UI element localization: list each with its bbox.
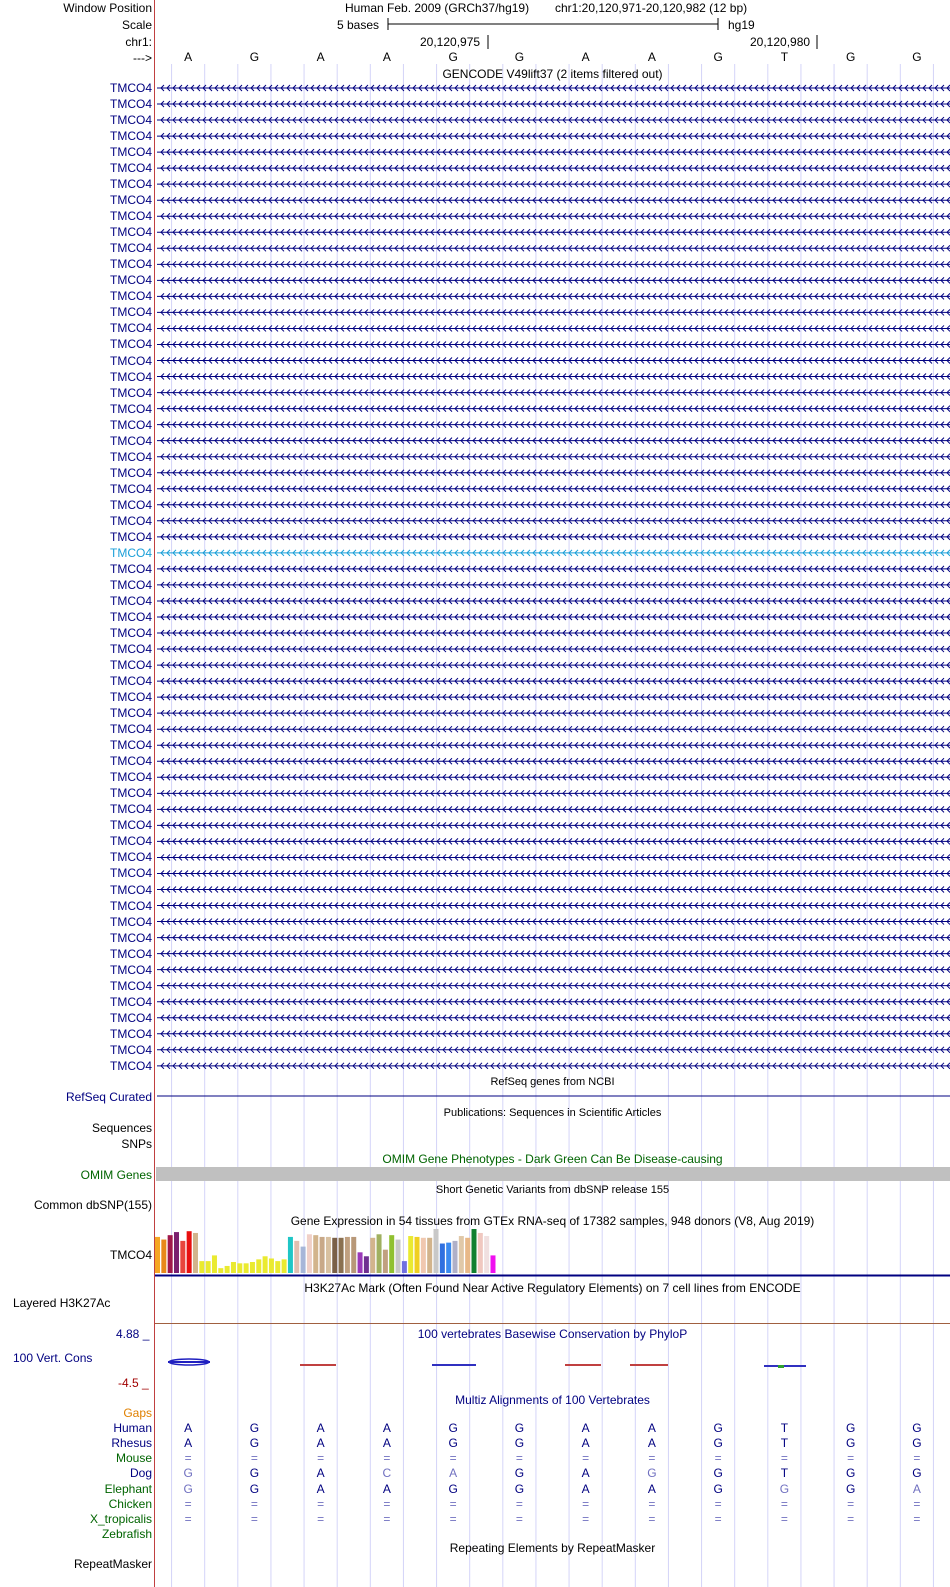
gene-label[interactable]: TMCO4 (110, 305, 152, 320)
gene-label[interactable]: TMCO4 (110, 834, 152, 849)
aligned-base: A (647, 1481, 656, 1496)
h3k27ac-track-title[interactable]: H3K27Ac Mark (Often Found Near Active Regulatory Elements) on 7 cell lines from ENCODE (304, 1281, 801, 1295)
gtex-bar (377, 1234, 382, 1273)
gtex-bar (174, 1232, 179, 1273)
gene-label[interactable]: TMCO4 (110, 449, 152, 464)
gtex-bar (402, 1261, 407, 1273)
gtex-bar (237, 1263, 242, 1273)
scale-label: Scale (121, 18, 152, 32)
aligned-base: A (912, 1481, 921, 1496)
aligned-base: G (448, 1436, 458, 1451)
gtex-bar (339, 1238, 344, 1273)
gene-label[interactable]: TMCO4 (110, 145, 152, 160)
refseq-label[interactable]: RefSeq Curated (65, 1090, 152, 1104)
aligned-base: G (514, 1436, 525, 1451)
sequence-base: G (448, 50, 458, 64)
aligned-base: A (581, 1481, 590, 1496)
aligned-base: = (449, 1511, 457, 1526)
aligned-base: G (845, 1436, 856, 1451)
gtex-bar (250, 1262, 255, 1273)
gene-label[interactable]: TMCO4 (110, 513, 152, 528)
gtex-bar (434, 1229, 439, 1273)
aligned-base: G (183, 1466, 193, 1481)
aligned-base: A (184, 1436, 193, 1451)
gene-label[interactable]: TMCO4 (110, 770, 152, 785)
phylop-max-label: 4.88 _ (116, 1327, 150, 1341)
window-position-label: Window Position (63, 1, 152, 15)
gtex-bar (472, 1229, 477, 1273)
phylop-track-title[interactable]: 100 vertebrates Basewise Conservation by PhyloP (417, 1327, 688, 1341)
gene-label[interactable]: TMCO4 (110, 433, 152, 448)
refseq-track-title[interactable]: RefSeq genes from NCBI (490, 1076, 615, 1088)
aligned-base: = (515, 1511, 523, 1526)
species-label[interactable]: Dog (129, 1466, 152, 1481)
aligned-base: G (845, 1421, 856, 1436)
publications-track-title[interactable]: Publications: Sequences in Scientific Articles (443, 1107, 662, 1119)
aligned-base: = (714, 1511, 722, 1526)
aligned-base: G (249, 1466, 260, 1481)
gtex-bar (364, 1256, 369, 1273)
gene-label[interactable]: TMCO4 (110, 642, 152, 657)
gtex-bar (269, 1258, 274, 1273)
gtex-bar (307, 1234, 312, 1273)
assembly-label: Human Feb. 2009 (GRCh37/hg19) (345, 1, 530, 15)
gene-label[interactable]: TMCO4 (110, 1058, 152, 1073)
gtex-bar (155, 1237, 160, 1273)
aligned-base: = (582, 1496, 590, 1511)
gene-label[interactable]: TMCO4 (110, 866, 152, 881)
gene-label[interactable]: TMCO4 (110, 529, 152, 544)
gtex-bar (389, 1235, 394, 1273)
aligned-base: A (581, 1421, 590, 1436)
aligned-base: = (184, 1496, 192, 1511)
gene-label[interactable]: TMCO4 (110, 225, 152, 240)
aligned-base: = (515, 1451, 523, 1466)
gtex-bar (358, 1252, 363, 1273)
aligned-base: = (714, 1496, 722, 1511)
aligned-base: A (184, 1421, 193, 1436)
aligned-base: G (713, 1466, 723, 1481)
gene-label[interactable]: TMCO4 (110, 241, 152, 256)
gtex-bar (459, 1236, 464, 1273)
aligned-base: = (317, 1511, 325, 1526)
aligned-base: A (647, 1436, 656, 1451)
gene-label[interactable]: TMCO4 (110, 978, 152, 993)
gene-label[interactable]: TMCO4 (110, 802, 152, 817)
aligned-base: T (780, 1436, 789, 1451)
aligned-base: = (913, 1496, 921, 1511)
gene-label[interactable]: TMCO4 (110, 658, 152, 673)
aligned-base: G (514, 1421, 525, 1436)
gene-label[interactable]: TMCO4 (110, 818, 152, 833)
aligned-base: = (449, 1496, 457, 1511)
h3k27ac-label[interactable]: Layered H3K27Ac (13, 1296, 111, 1310)
gene-label[interactable]: TMCO4 (110, 946, 152, 961)
gtex-bar (383, 1250, 388, 1273)
gene-label[interactable]: TMCO4 (110, 882, 152, 897)
aligned-base: = (449, 1451, 457, 1466)
aligned-base: A (316, 1421, 325, 1436)
aligned-base: A (581, 1436, 590, 1451)
aligned-base: G (514, 1481, 525, 1496)
species-label[interactable]: Chicken (108, 1496, 152, 1511)
gtex-bar (478, 1233, 483, 1273)
species-label[interactable]: Mouse (115, 1451, 152, 1466)
phylop-label[interactable]: 100 Vert. Cons (13, 1351, 93, 1365)
dbsnp-label[interactable]: Common dbSNP(155) (33, 1198, 152, 1212)
sequence-base: A (581, 50, 590, 64)
gtex-bar (484, 1236, 489, 1273)
chrom-label: chr1: (125, 35, 152, 49)
dbsnp-track-title[interactable]: Short Genetic Variants from dbSNP release 155 (435, 1184, 670, 1196)
gtex-bar (231, 1262, 236, 1273)
aligned-base: = (913, 1511, 921, 1526)
aligned-base: G (448, 1421, 458, 1436)
gtex-track-title[interactable]: Gene Expression in 54 tissues from GTEx RNA-seq of 17382 samples, 948 donors (V8, Aug 2019) (290, 1214, 815, 1228)
strand-label: ---> (133, 51, 152, 65)
scale-text: 5 bases (337, 18, 380, 32)
publications-snps-label[interactable]: SNPs (121, 1137, 152, 1151)
gtex-bar (193, 1233, 198, 1273)
gtex-bar (408, 1236, 413, 1273)
aligned-base: = (184, 1451, 192, 1466)
gtex-bar (212, 1255, 217, 1273)
aligned-base: G (249, 1421, 260, 1436)
gene-label[interactable]: TMCO4 (110, 465, 152, 480)
gene-label[interactable]: TMCO4 (110, 129, 152, 144)
aligned-base: = (250, 1511, 258, 1526)
gene-label[interactable]: TMCO4 (110, 289, 152, 304)
coord-left: 20,120,975 (420, 35, 481, 49)
gene-label[interactable]: TMCO4 (110, 994, 152, 1009)
aligned-base: G (845, 1466, 856, 1481)
gene-label[interactable]: TMCO4 (110, 786, 152, 801)
aligned-base: = (847, 1496, 855, 1511)
omim-label[interactable]: OMIM Genes (80, 1168, 152, 1182)
gtex-bar (275, 1261, 280, 1273)
gene-label[interactable]: TMCO4 (110, 754, 152, 769)
aligned-base: A (382, 1481, 391, 1496)
aligned-base: = (250, 1451, 258, 1466)
aligned-base: G (713, 1421, 723, 1436)
gene-label[interactable]: TMCO4 (110, 257, 152, 272)
aligned-base: = (515, 1496, 523, 1511)
gtex-bar (187, 1231, 192, 1273)
gtex-bar (225, 1266, 230, 1273)
phylop-green-mark (778, 1365, 784, 1368)
gtex-bar (415, 1237, 420, 1273)
aligned-base: G (647, 1466, 657, 1481)
aligned-base: G (448, 1481, 458, 1496)
aligned-base: = (648, 1496, 656, 1511)
aligned-base: = (780, 1511, 788, 1526)
gene-label[interactable]: TMCO4 (110, 930, 152, 945)
gene-label[interactable]: TMCO4 (110, 722, 152, 737)
aligned-base: G (845, 1481, 856, 1496)
aligned-base: G (249, 1436, 260, 1451)
aligned-base: G (912, 1421, 922, 1436)
species-label[interactable]: Human (113, 1421, 152, 1436)
aligned-base: = (184, 1511, 192, 1526)
gtex-bar (244, 1263, 249, 1273)
gene-label[interactable]: TMCO4 (110, 1042, 152, 1057)
gtex-bar (446, 1243, 451, 1273)
gene-label[interactable]: TMCO4 (110, 273, 152, 288)
species-label[interactable]: X_tropicalis (89, 1511, 152, 1526)
aligned-base: G (912, 1466, 922, 1481)
aligned-base: = (383, 1511, 391, 1526)
sequence-base: G (845, 50, 856, 64)
sequence-base: A (647, 50, 656, 64)
gtex-bar (263, 1256, 268, 1273)
sequence-base: G (713, 50, 723, 64)
gtex-bar (313, 1235, 318, 1273)
sequence-base: G (912, 50, 922, 64)
gene-label[interactable]: TMCO4 (110, 385, 152, 400)
gene-label[interactable]: TMCO4 (110, 545, 152, 560)
aligned-base: = (317, 1451, 325, 1466)
gene-label[interactable]: TMCO4 (110, 177, 152, 192)
omim-track-title[interactable]: OMIM Gene Phenotypes - Dark Green Can Be Disease-causing (382, 1152, 723, 1166)
position-label: chr1:20,120,971-20,120,982 (12 bp) (555, 1, 748, 15)
aligned-base: G (779, 1481, 790, 1496)
db-label: hg19 (728, 18, 755, 32)
gtex-bar (326, 1237, 331, 1273)
aligned-base: T (780, 1466, 789, 1481)
gene-label[interactable]: TMCO4 (110, 850, 152, 865)
sequence-base: G (249, 50, 260, 64)
gtex-label[interactable]: TMCO4 (110, 1248, 152, 1262)
aligned-base: = (582, 1511, 590, 1526)
gene-label[interactable]: TMCO4 (110, 401, 152, 416)
gtex-bar (396, 1240, 401, 1273)
gene-label[interactable]: TMCO4 (110, 209, 152, 224)
aligned-base: = (648, 1511, 656, 1526)
gene-label[interactable]: TMCO4 (110, 706, 152, 721)
aligned-base: G (713, 1481, 723, 1496)
gtex-bar (161, 1240, 166, 1273)
gene-label[interactable]: TMCO4 (110, 1026, 152, 1041)
gene-label[interactable]: TMCO4 (110, 609, 152, 624)
gene-label[interactable]: TMCO4 (110, 577, 152, 592)
aligned-base: G (713, 1436, 723, 1451)
aligned-base: T (780, 1421, 789, 1436)
gene-label[interactable]: TMCO4 (110, 481, 152, 496)
gtex-bar (288, 1237, 293, 1273)
gtex-bar (465, 1238, 470, 1273)
gene-label[interactable]: TMCO4 (110, 914, 152, 929)
repeatmasker-label[interactable]: RepeatMasker (73, 1557, 152, 1571)
sequence-base: G (514, 50, 525, 64)
gene-label[interactable]: TMCO4 (110, 193, 152, 208)
gtex-bar (427, 1238, 432, 1273)
coord-right: 20,120,980 (750, 35, 811, 49)
gene-label[interactable]: TMCO4 (110, 161, 152, 176)
aligned-base: A (382, 1421, 391, 1436)
species-label[interactable]: Elephant (104, 1481, 152, 1496)
gene-label[interactable]: TMCO4 (110, 593, 152, 608)
aligned-base: G (912, 1436, 922, 1451)
gene-label[interactable]: TMCO4 (110, 561, 152, 576)
gtex-bar (440, 1244, 445, 1273)
species-label[interactable]: Gaps (123, 1406, 152, 1420)
gene-label[interactable]: TMCO4 (110, 81, 152, 95)
aligned-base: G (183, 1481, 193, 1496)
gtex-bar (180, 1241, 185, 1273)
gene-label[interactable]: TMCO4 (110, 321, 152, 336)
gtex-bar (282, 1259, 287, 1273)
aligned-base: G (514, 1466, 525, 1481)
gene-label[interactable]: TMCO4 (110, 626, 152, 641)
aligned-base: A (316, 1481, 325, 1496)
gtex-bar (351, 1237, 356, 1273)
aligned-base: A (316, 1466, 325, 1481)
aligned-base: = (780, 1496, 788, 1511)
aligned-base: = (714, 1451, 722, 1466)
gtex-bar (332, 1238, 337, 1273)
gtex-bar (256, 1259, 261, 1273)
gtex-bar (301, 1247, 306, 1273)
phylop-min-label: -4.5 _ (118, 1376, 149, 1390)
gtex-bar (320, 1237, 325, 1273)
aligned-base: = (847, 1451, 855, 1466)
sequence-base: A (316, 50, 325, 64)
aligned-base: = (648, 1451, 656, 1466)
gtex-bar (199, 1261, 204, 1273)
aligned-base: = (913, 1451, 921, 1466)
gtex-bar (345, 1237, 350, 1273)
aligned-base: A (449, 1466, 458, 1481)
species-label[interactable]: Zebrafish (101, 1526, 152, 1541)
gene-label[interactable]: TMCO4 (110, 962, 152, 977)
aligned-base: A (382, 1436, 391, 1451)
aligned-base: A (581, 1466, 590, 1481)
gene-label[interactable]: TMCO4 (110, 738, 152, 753)
gtex-bar (206, 1261, 211, 1273)
sequence-base: A (382, 50, 391, 64)
aligned-base: = (317, 1496, 325, 1511)
aligned-base: = (383, 1451, 391, 1466)
gtex-bar (421, 1238, 426, 1273)
gtex-bar (453, 1241, 458, 1273)
aligned-base: C (382, 1466, 392, 1481)
gencode-track-title[interactable]: GENCODE V49lift37 (2 items filtered out) (442, 67, 663, 81)
aligned-base: A (316, 1436, 325, 1451)
gene-label[interactable]: TMCO4 (110, 898, 152, 913)
gene-label[interactable]: TMCO4 (110, 353, 152, 368)
aligned-base: = (582, 1451, 590, 1466)
gtex-bar (168, 1235, 173, 1273)
gene-label[interactable]: TMCO4 (110, 113, 152, 128)
sequence-base: A (184, 50, 193, 64)
gene-label[interactable]: TMCO4 (110, 369, 152, 384)
gene-label[interactable]: TMCO4 (110, 674, 152, 689)
multiz-track-title[interactable]: Multiz Alignments of 100 Vertebrates (455, 1393, 650, 1407)
gtex-bar (294, 1241, 299, 1273)
gene-label[interactable]: TMCO4 (110, 97, 152, 112)
aligned-base: = (847, 1511, 855, 1526)
aligned-base: G (249, 1481, 260, 1496)
gtex-bar (370, 1238, 375, 1273)
gene-label[interactable]: TMCO4 (110, 497, 152, 512)
gtex-bar (218, 1268, 223, 1273)
omim-band (156, 1167, 950, 1181)
sequence-base: T (780, 50, 789, 64)
repeatmasker-track-title[interactable]: Repeating Elements by RepeatMasker (449, 1541, 656, 1555)
aligned-base: = (383, 1496, 391, 1511)
species-label[interactable]: Rhesus (111, 1436, 152, 1451)
publications-sequences-label[interactable]: Sequences (91, 1121, 152, 1135)
gtex-bar (490, 1255, 495, 1273)
aligned-base: A (647, 1421, 656, 1436)
aligned-base: = (250, 1496, 258, 1511)
gene-label[interactable]: TMCO4 (110, 337, 152, 352)
gene-label[interactable]: TMCO4 (110, 417, 152, 432)
gene-label[interactable]: TMCO4 (110, 1010, 152, 1025)
gene-label[interactable]: TMCO4 (110, 690, 152, 705)
aligned-base: = (780, 1451, 788, 1466)
